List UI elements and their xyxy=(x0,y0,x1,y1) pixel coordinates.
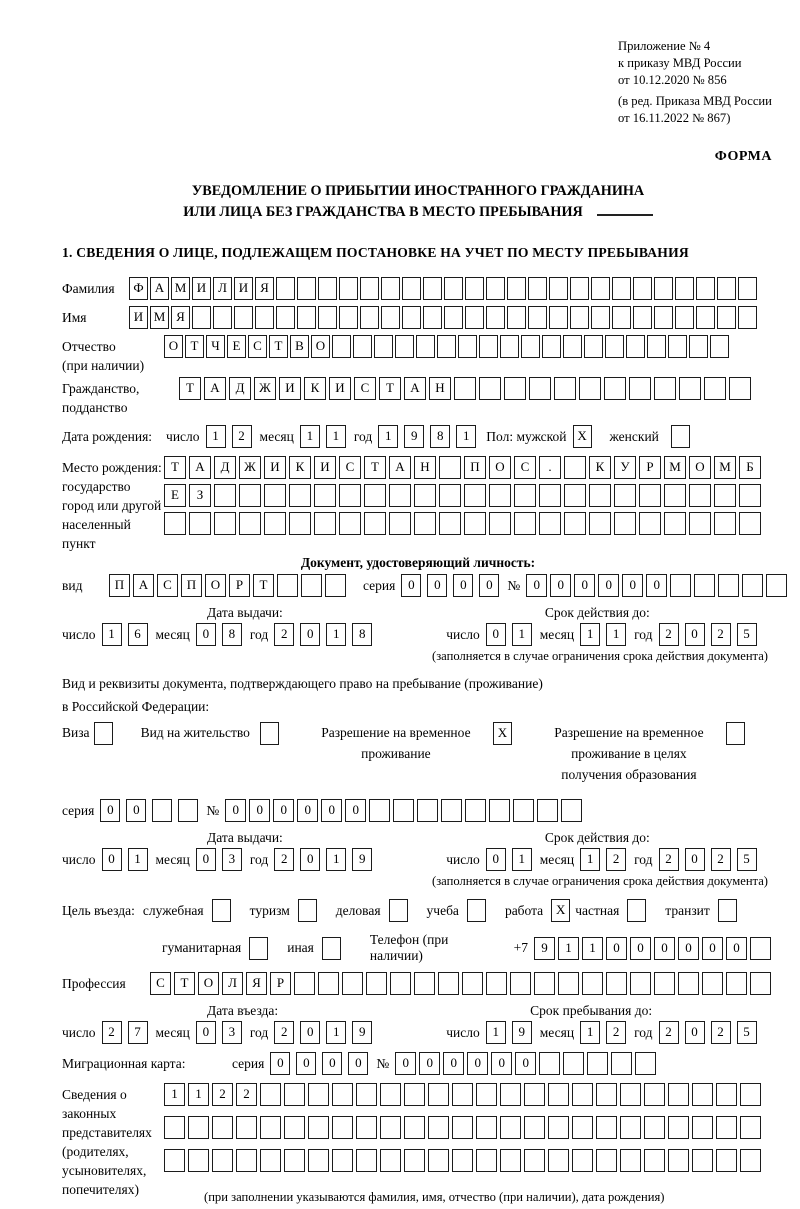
given-name-label: Имя xyxy=(62,310,87,325)
stay-doc-intro: Вид и реквизиты документа, подтверждающего право на пребывание (проживание) в Российской Федерации: xyxy=(62,676,543,714)
surname-input[interactable]: Ф А М И Л И Я xyxy=(129,277,759,300)
section-1-heading: 1. СВЕДЕНИЯ О ЛИЦЕ, ПОДЛЕЖАЩЕМ ПОСТАНОВКЕ НА УЧЕТ ПО МЕСТУ ПРЕБЫВАНИЯ xyxy=(62,245,689,260)
sex-male-label: Пол: мужской xyxy=(486,429,567,444)
purpose-tourism-checkbox[interactable] xyxy=(298,899,318,922)
month-label: месяц xyxy=(155,627,190,642)
year-label: год xyxy=(634,852,653,867)
sex-female-checkbox[interactable] xyxy=(671,425,692,448)
appendix-line: от 16.11.2022 № 867) xyxy=(618,111,731,125)
title-line-2: ИЛИ ЛИЦА БЕЗ ГРАЖДАНСТВА В МЕСТО ПРЕБЫВАНИЯ xyxy=(183,204,583,220)
entry-day[interactable]: 2 7 xyxy=(102,1021,148,1044)
purpose-other-checkbox[interactable] xyxy=(322,937,342,960)
expiry-date-heading: Срок действия до: xyxy=(544,605,650,620)
year-label: год xyxy=(634,1025,653,1040)
stay-doc-issue-year[interactable]: 2 0 1 9 xyxy=(274,848,372,871)
stay-doc-expiry-day[interactable]: 0 1 xyxy=(486,848,532,871)
year-label: год xyxy=(249,852,269,867)
representatives-row-1[interactable]: 1 1 2 2 xyxy=(164,1083,764,1106)
phone-label: Телефон (при наличии) xyxy=(369,932,449,963)
day-label: число xyxy=(62,852,96,867)
citizenship-input[interactable]: Т А Д Ж И К И С Т А Н xyxy=(179,377,754,400)
birthplace-row-2[interactable]: Е З xyxy=(164,484,764,507)
doc-number-input[interactable]: 0 0 0 0 0 0 xyxy=(526,574,790,597)
doc-issue-month[interactable]: 0 8 xyxy=(196,623,242,646)
year-label: год xyxy=(249,1025,269,1040)
migration-series-label: серия xyxy=(232,1056,265,1071)
stay-doc-expiry-year[interactable]: 2 0 2 5 xyxy=(659,848,757,871)
stay-doc-series-input[interactable]: 0 0 xyxy=(100,799,198,822)
expiry-date-heading: Срок действия до: xyxy=(544,830,650,845)
given-name-input[interactable]: И М Я xyxy=(129,306,759,329)
appendix-line: к приказу МВД России xyxy=(618,56,742,70)
stay-doc-number-label: № xyxy=(206,803,220,818)
purpose-row-1: Цель въезда: служебная туризм деловая учеба работа X частная транзит xyxy=(62,899,774,922)
title-blank-line xyxy=(597,202,653,216)
birthplace-row-3[interactable] xyxy=(164,512,764,535)
representatives-row-2[interactable] xyxy=(164,1116,764,1139)
appendix-line: Приложение № 4 xyxy=(618,39,711,53)
doc-issue-year[interactable]: 2 0 1 8 xyxy=(274,623,372,646)
day-label: число xyxy=(62,1025,96,1040)
migration-number-input[interactable]: 0 0 0 0 0 0 xyxy=(395,1052,659,1075)
purpose-private-checkbox[interactable] xyxy=(627,899,647,922)
temp-residence-checkbox[interactable]: X xyxy=(493,722,514,745)
entry-month[interactable]: 0 3 xyxy=(196,1021,242,1044)
phone-prefix: +7 xyxy=(513,940,528,955)
purpose-business-checkbox[interactable] xyxy=(389,899,409,922)
appendix-note xyxy=(618,38,774,127)
doc-kind-input[interactable]: П А С П О Р Т xyxy=(109,574,349,597)
purpose-humanitarian-checkbox[interactable] xyxy=(249,937,269,960)
stay-doc-number-input[interactable]: 0 0 0 0 0 0 xyxy=(225,799,585,822)
day-label: число xyxy=(166,429,200,444)
doc-series-label: серия xyxy=(363,578,396,593)
doc-kind-label: вид xyxy=(62,578,83,593)
phone-input[interactable]: 9 1 1 0 0 0 0 0 0 xyxy=(534,937,774,960)
purpose-label: Цель въезда: xyxy=(62,902,135,918)
patronymic-input[interactable]: О Т Ч Е С Т В О xyxy=(164,335,731,358)
purpose-work-checkbox[interactable]: X xyxy=(551,899,571,922)
month-label: месяц xyxy=(539,627,575,642)
option-visa: Виза xyxy=(62,722,115,745)
month-label: месяц xyxy=(155,852,190,867)
entry-date-heading: Дата въезда: xyxy=(207,1003,279,1018)
identity-doc-heading: Документ, удостоверяющий личность: xyxy=(300,555,536,570)
entry-year[interactable]: 2 0 1 9 xyxy=(274,1021,372,1044)
expiry-note: (заполняется в случае ограничения срока действия документа) xyxy=(432,649,768,663)
form-label: ФОРМА xyxy=(714,149,772,164)
issue-date-heading: Дата выдачи: xyxy=(207,830,283,845)
birth-day-input[interactable]: 1 2 xyxy=(206,425,252,448)
doc-series-input[interactable]: 0 0 0 0 xyxy=(401,574,499,597)
day-label: число xyxy=(62,627,96,642)
doc-expiry-day[interactable]: 0 1 xyxy=(486,623,532,646)
month-label: месяц xyxy=(539,852,575,867)
stay-until-day[interactable]: 1 9 xyxy=(486,1021,532,1044)
surname-label: Фамилия xyxy=(62,281,115,296)
residence-permit-checkbox[interactable] xyxy=(260,722,281,745)
representatives-note: (при заполнении указываются фамилия, имя, отчество (при наличии), дата рождения) xyxy=(204,1190,665,1204)
migration-number-label: № xyxy=(376,1056,390,1071)
birthdate-label: Дата рождения: xyxy=(62,429,153,444)
representatives-row-3[interactable] xyxy=(164,1149,764,1172)
stay-until-month[interactable]: 1 2 xyxy=(580,1021,626,1044)
birth-year-input[interactable]: 1 9 8 1 xyxy=(378,425,476,448)
migration-card-label: Миграционная карта: xyxy=(62,1056,186,1071)
year-label: год xyxy=(353,429,373,444)
issue-date-heading: Дата выдачи: xyxy=(207,605,283,620)
option-residence-permit: Вид на жительство xyxy=(141,722,281,745)
birth-month-input[interactable]: 1 1 xyxy=(300,425,346,448)
visa-checkbox[interactable] xyxy=(94,722,115,745)
expiry-note: (заполняется в случае ограничения срока действия документа) xyxy=(432,874,768,888)
doc-number-label: № xyxy=(507,578,521,593)
birthplace-label: Место рождения: государство город или другой населенный пункт xyxy=(62,460,162,551)
day-label: число xyxy=(446,852,480,867)
citizenship-label: Гражданство, подданство xyxy=(62,381,140,415)
day-label: число xyxy=(446,627,480,642)
purpose-study-checkbox[interactable] xyxy=(467,899,487,922)
representatives-label: Сведения о законных представителях (родителях, усыновителях, попечителях) xyxy=(62,1087,152,1197)
stay-doc-expiry-month[interactable]: 1 2 xyxy=(580,848,626,871)
doc-expiry-month[interactable]: 1 1 xyxy=(580,623,626,646)
year-label: год xyxy=(634,627,653,642)
stay-until-heading: Срок пребывания до: xyxy=(530,1003,653,1018)
appendix-line: от 10.12.2020 № 856 xyxy=(618,73,727,87)
patronymic-label: Отчество (при наличии) xyxy=(62,339,145,373)
option-temp-residence: Разрешение на временное проживание X xyxy=(307,722,514,764)
month-label: месяц xyxy=(539,1025,575,1040)
purpose-row-2: гуманитарная иная Телефон (при наличии) +7 9 1 1 0 0 0 0 0 0 xyxy=(162,932,774,964)
month-label: месяц xyxy=(259,429,294,444)
stay-until-year[interactable]: 2 0 2 5 xyxy=(659,1021,757,1044)
profession-label: Профессия xyxy=(62,976,126,991)
temp-residence-education-checkbox[interactable] xyxy=(726,722,747,745)
stay-doc-series-label: серия xyxy=(62,803,95,818)
month-label: месяц xyxy=(155,1025,190,1040)
option-temp-residence-education: Разрешение на временное проживание в целях получения образования xyxy=(540,722,747,785)
stay-doc-issue-day[interactable]: 0 1 xyxy=(102,848,148,871)
birthplace-row-1[interactable]: Т А Д Ж И К И С Т А Н П О С . К У Р М О М Б xyxy=(164,456,764,479)
day-label: число xyxy=(446,1025,480,1040)
stay-doc-options xyxy=(62,722,774,785)
year-label: год xyxy=(249,627,269,642)
purpose-official-checkbox[interactable] xyxy=(212,899,232,922)
doc-issue-day[interactable]: 1 6 xyxy=(102,623,148,646)
appendix-line: (в ред. Приказа МВД России xyxy=(618,94,772,108)
page-title xyxy=(62,181,774,223)
doc-expiry-year[interactable]: 2 0 2 5 xyxy=(659,623,757,646)
purpose-transit-checkbox[interactable] xyxy=(718,899,738,922)
sex-male-checkbox[interactable]: X xyxy=(573,425,594,448)
stay-doc-issue-month[interactable]: 0 3 xyxy=(196,848,242,871)
title-line-1: УВЕДОМЛЕНИЕ О ПРИБЫТИИ ИНОСТРАННОГО ГРАЖДАНИНА xyxy=(191,183,645,199)
sex-female-label: женский xyxy=(609,429,659,444)
profession-input[interactable]: С Т О Л Я Р xyxy=(150,972,774,995)
migration-series-input[interactable]: 0 0 0 0 xyxy=(270,1052,368,1075)
